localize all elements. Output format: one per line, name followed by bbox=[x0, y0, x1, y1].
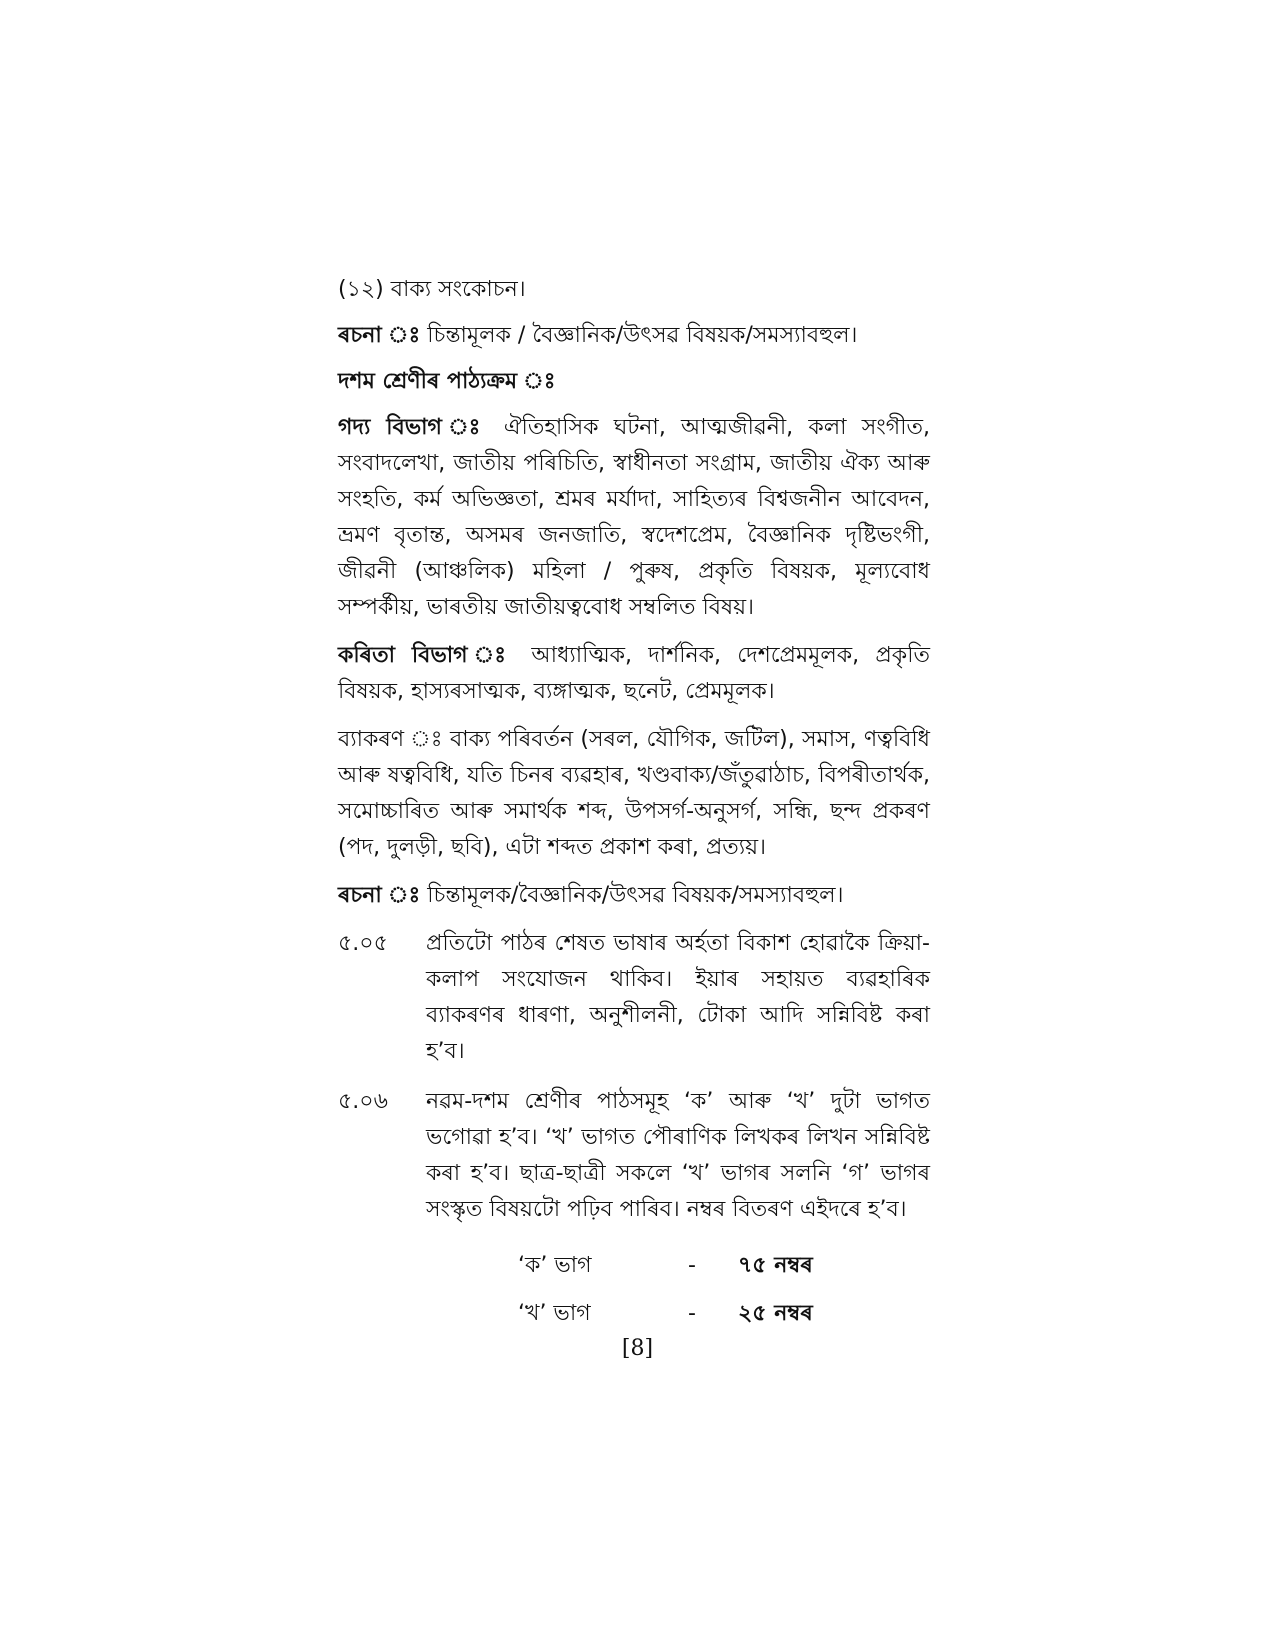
rachana-label-1: ৰচনা ঃ bbox=[338, 323, 421, 348]
section-506 bbox=[338, 1084, 930, 1228]
marks-dash: - bbox=[688, 1253, 696, 1278]
rachana-line-1 bbox=[338, 318, 930, 354]
grammar-section: ব্যাকৰণ ঃ বাক্য পৰিবৰ্তন (সৰল, যৌগিক, জটিল), সমাস, ণত্ববিধি আৰু ষত্ববিধি, যতি চিনৰ ব্যৱহাৰ, খণ্ডবাক্য/জঁতুৱাঠাচ, বিপৰীতাৰ্থক, সমোচ্চাৰিত আৰু সমাৰ্থক শব্দ, উপসৰ্গ-অনুসৰ্গ, সন্ধি, ছন্দ প্ৰকৰণ (পদ, দুলড়ী, ছবি), এটা শব্দত প্ৰকাশ কৰা, প্ৰত্যয়। bbox=[338, 727, 930, 860]
section-text: প্ৰতিটো পাঠৰ শেষত ভাষাৰ অৰ্হতা বিকাশ হোৱাকৈ ক্ৰিয়া-কলাপ সংযোজন থাকিব। ইয়াৰ সহায়ত ব্যৱহাৰিক ব্যাকৰণৰ ধাৰণা, অনুশীলনী, টোকা আদি সন্নিবিষ্ট কৰা হ’ব। bbox=[426, 931, 930, 1064]
marks-distribution bbox=[518, 1242, 930, 1338]
section-number: ৫.০৫ bbox=[338, 931, 388, 956]
section-number: ৫.০৬ bbox=[338, 1089, 388, 1114]
rachana-label-2: ৰচনা ঃ bbox=[338, 883, 421, 908]
item-12: (১২) বাক্য সংকোচন। bbox=[338, 277, 526, 302]
prose-label: গদ্য বিভাগ ঃ bbox=[338, 415, 489, 440]
poetry-section bbox=[338, 638, 930, 710]
marks-dash: - bbox=[688, 1301, 696, 1326]
class10-heading: দশম শ্ৰেণীৰ পাঠ্যক্ৰম ঃ bbox=[338, 369, 556, 394]
marks-row bbox=[518, 1290, 930, 1338]
rachana-text-2: চিন্তামূলক/বৈজ্ঞানিক/উৎসৱ বিষয়ক/সমস্যাবহুল। bbox=[420, 883, 844, 908]
poetry-text: আধ্যাত্মিক, দাৰ্শনিক, দেশপ্ৰেমমূলক, প্ৰকৃতি বিষয়ক, হাস্যৰসাত্মক, ব্যঙ্গাত্মক, ছনেট, প্ৰেমমূলক। bbox=[338, 643, 930, 704]
section-505 bbox=[338, 926, 930, 1070]
page-number: [8] bbox=[621, 1336, 654, 1361]
marks-value: ২৫ নম্বৰ bbox=[738, 1301, 813, 1326]
marks-part: ‘ক’ ভাগ bbox=[518, 1253, 592, 1278]
rachana-line-2 bbox=[338, 878, 930, 914]
page-content bbox=[338, 272, 930, 1338]
section-text: নৱম-দশম শ্ৰেণীৰ পাঠসমূহ ‘ক’ আৰু ‘খ’ দুটা ভাগত ভগোৱা হ’ব। ‘খ’ ভাগত পৌৰাণিক লিখকৰ লিখন সন্নিবিষ্ট কৰা হ’ব। ছাত্ৰ-ছাত্ৰী সকলে ‘খ’ ভাগৰ সলনি ‘গ’ ভাগৰ সংস্কৃত বিষয়টো পঢ়িব পাৰিব। নম্বৰ বিতৰণ এইদৰে হ’ব। bbox=[426, 1089, 930, 1222]
marks-part: ‘খ’ ভাগ bbox=[518, 1301, 591, 1326]
prose-section bbox=[338, 410, 930, 626]
marks-value: ৭৫ নম্বৰ bbox=[738, 1253, 813, 1278]
marks-row bbox=[518, 1242, 930, 1290]
poetry-label: কৰিতা বিভাগ ঃ bbox=[338, 643, 516, 668]
rachana-text-1: চিন্তামূলক / বৈজ্ঞানিক/উৎসৱ বিষয়ক/সমস্যাবহুল। bbox=[420, 323, 858, 348]
prose-text: ঐতিহাসিক ঘটনা, আত্মজীৱনী, কলা সংগীত, সংবাদলেখা, জাতীয় পৰিচিতি, স্বাধীনতা সংগ্ৰাম, জাতীয় ঐক্য আৰু সংহতি, কৰ্ম অভিজ্ঞতা, শ্ৰমৰ মৰ্যাদা, সাহিত্যৰ বিশ্বজনীন আবেদন, ভ্ৰমণ বৃতান্ত, অসমৰ জনজাতি, স্বদেশপ্ৰেম, বৈজ্ঞানিক দৃষ্টিভংগী, জীৱনী (আঞ্চলিক) মহিলা / পুৰুষ, প্ৰকৃতি বিষয়ক, মূল্যবোধ সম্পৰ্কীয়, ভাৰতীয় জাতীয়ত্ববোধ সম্বলিত বিষয়। bbox=[338, 415, 930, 620]
